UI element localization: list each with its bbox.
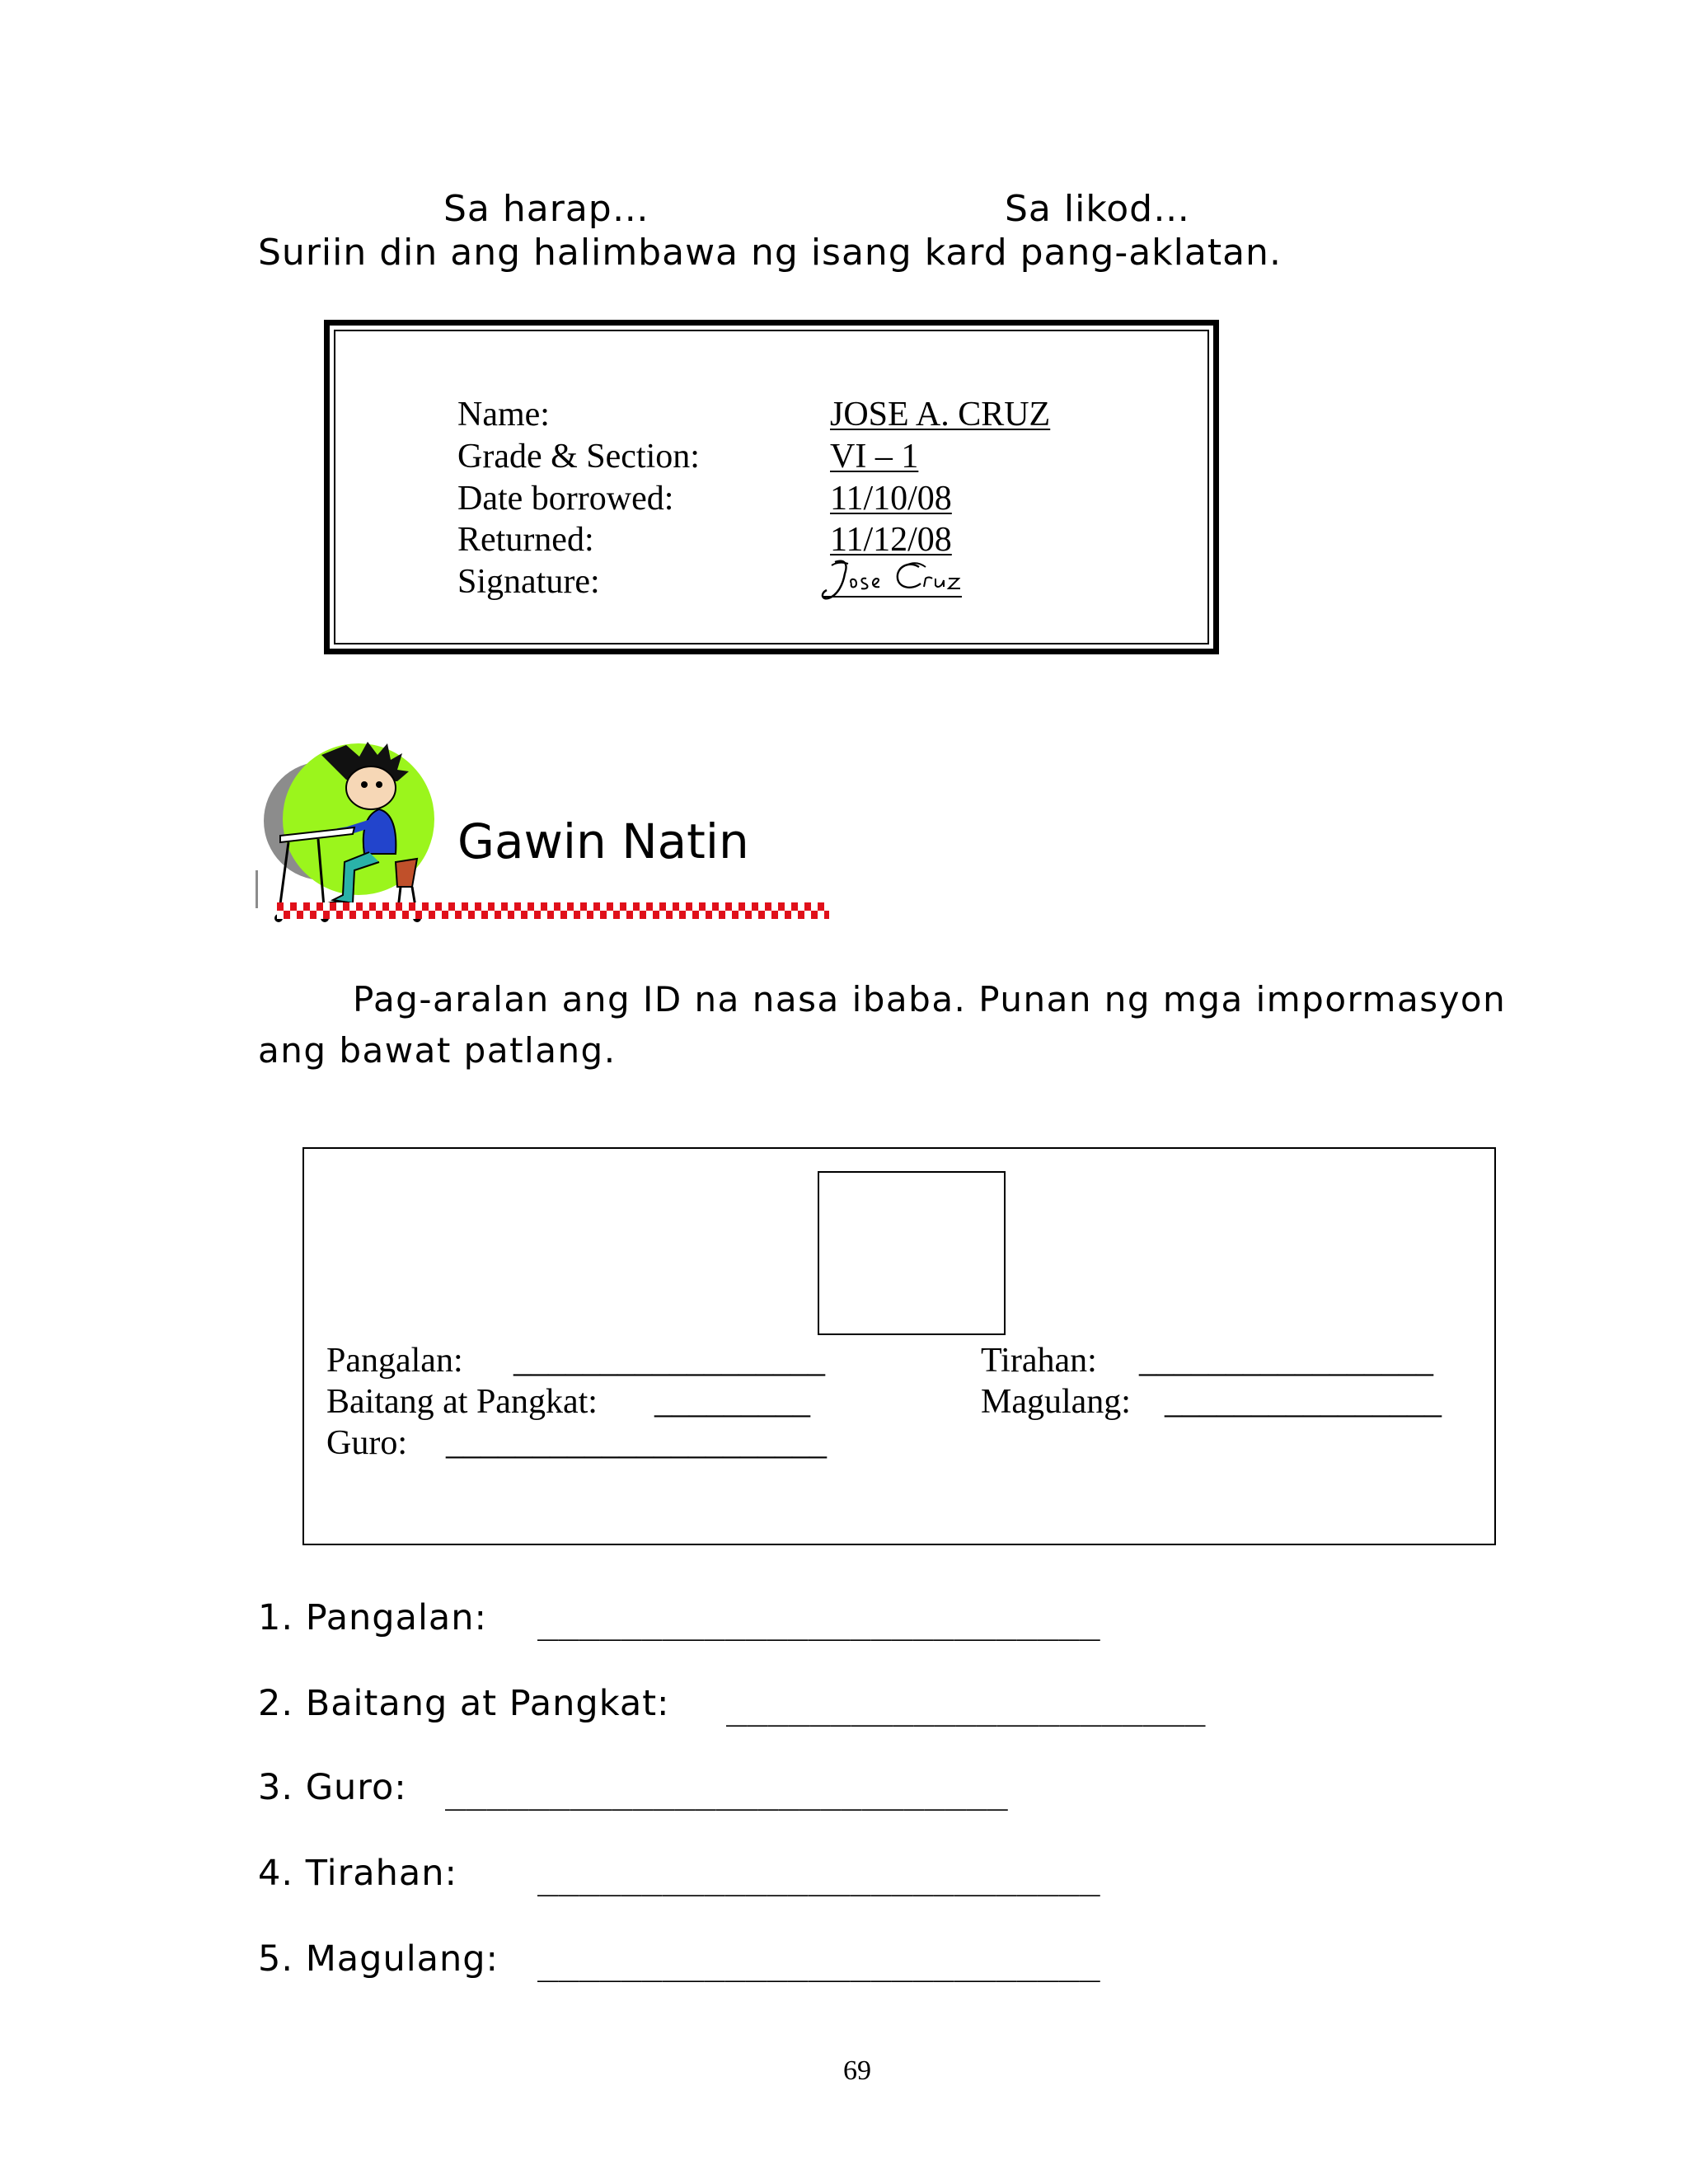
question-1-label: 1. Pangalan: <box>258 1597 487 1638</box>
id-card <box>302 1147 1496 1545</box>
id-blank-tirahan: _________________ <box>1139 1342 1433 1380</box>
id-label-pangalan: Pangalan: <box>326 1342 463 1380</box>
question-4-label: 4. Tirahan: <box>258 1853 457 1894</box>
card-signature <box>820 555 977 616</box>
id-label-baitang: Baitang at Pangkat: <box>326 1383 598 1421</box>
question-5-label: 5. Magulang: <box>258 1938 499 1980</box>
student-writing-at-desk-icon <box>256 738 453 928</box>
id-blank-pangalan: __________________ <box>513 1342 825 1380</box>
decorative-checker-strip <box>277 902 829 919</box>
question-3-blank[interactable]: ___________________________ <box>445 1770 1008 1811</box>
card-label-name: Name: <box>457 396 550 434</box>
card-label-signature: Signature: <box>457 563 600 601</box>
instruction-line-1: Pag-aralan ang ID na nasa ibaba. Punan ng mga impormasyon <box>353 979 1507 1019</box>
question-5-blank[interactable]: ___________________________ <box>537 1942 1100 1982</box>
page-number: 69 <box>843 2055 871 2086</box>
card-label-date-borrowed: Date borrowed: <box>457 480 674 518</box>
question-1-blank[interactable]: ___________________________ <box>537 1601 1100 1641</box>
signature-icon <box>820 555 977 610</box>
question-2-blank[interactable]: _______________________ <box>726 1686 1206 1727</box>
id-label-tirahan: Tirahan: <box>981 1342 1097 1380</box>
intro-text: Suriin din ang halimbawa ng isang kard pang-aklatan. <box>258 232 1282 274</box>
caption-front: Sa harap… <box>443 188 649 230</box>
id-blank-baitang: _________ <box>654 1383 810 1421</box>
card-value-grade: VI – 1 <box>830 438 919 476</box>
id-label-guro: Guro: <box>326 1424 407 1462</box>
id-label-magulang: Magulang: <box>981 1383 1131 1421</box>
question-3-label: 3. Guro: <box>258 1767 407 1808</box>
question-4-blank[interactable]: ___________________________ <box>537 1856 1100 1896</box>
question-2-label: 2. Baitang at Pangkat: <box>258 1683 670 1724</box>
id-blank-guro: ______________________ <box>446 1424 827 1462</box>
card-label-returned: Returned: <box>457 521 594 559</box>
caption-back: Sa likod… <box>1005 188 1191 230</box>
library-card <box>324 320 1219 654</box>
photo-box <box>818 1171 1006 1335</box>
card-label-grade: Grade & Section: <box>457 438 700 476</box>
id-blank-magulang: ________________ <box>1165 1383 1442 1421</box>
card-value-returned: 11/12/08 <box>830 521 952 559</box>
instruction-line-2: ang bawat patlang. <box>258 1030 617 1071</box>
card-value-name: JOSE A. CRUZ <box>830 396 1051 434</box>
card-value-date-borrowed: 11/10/08 <box>830 480 952 518</box>
section-title: Gawin Natin <box>457 813 749 869</box>
